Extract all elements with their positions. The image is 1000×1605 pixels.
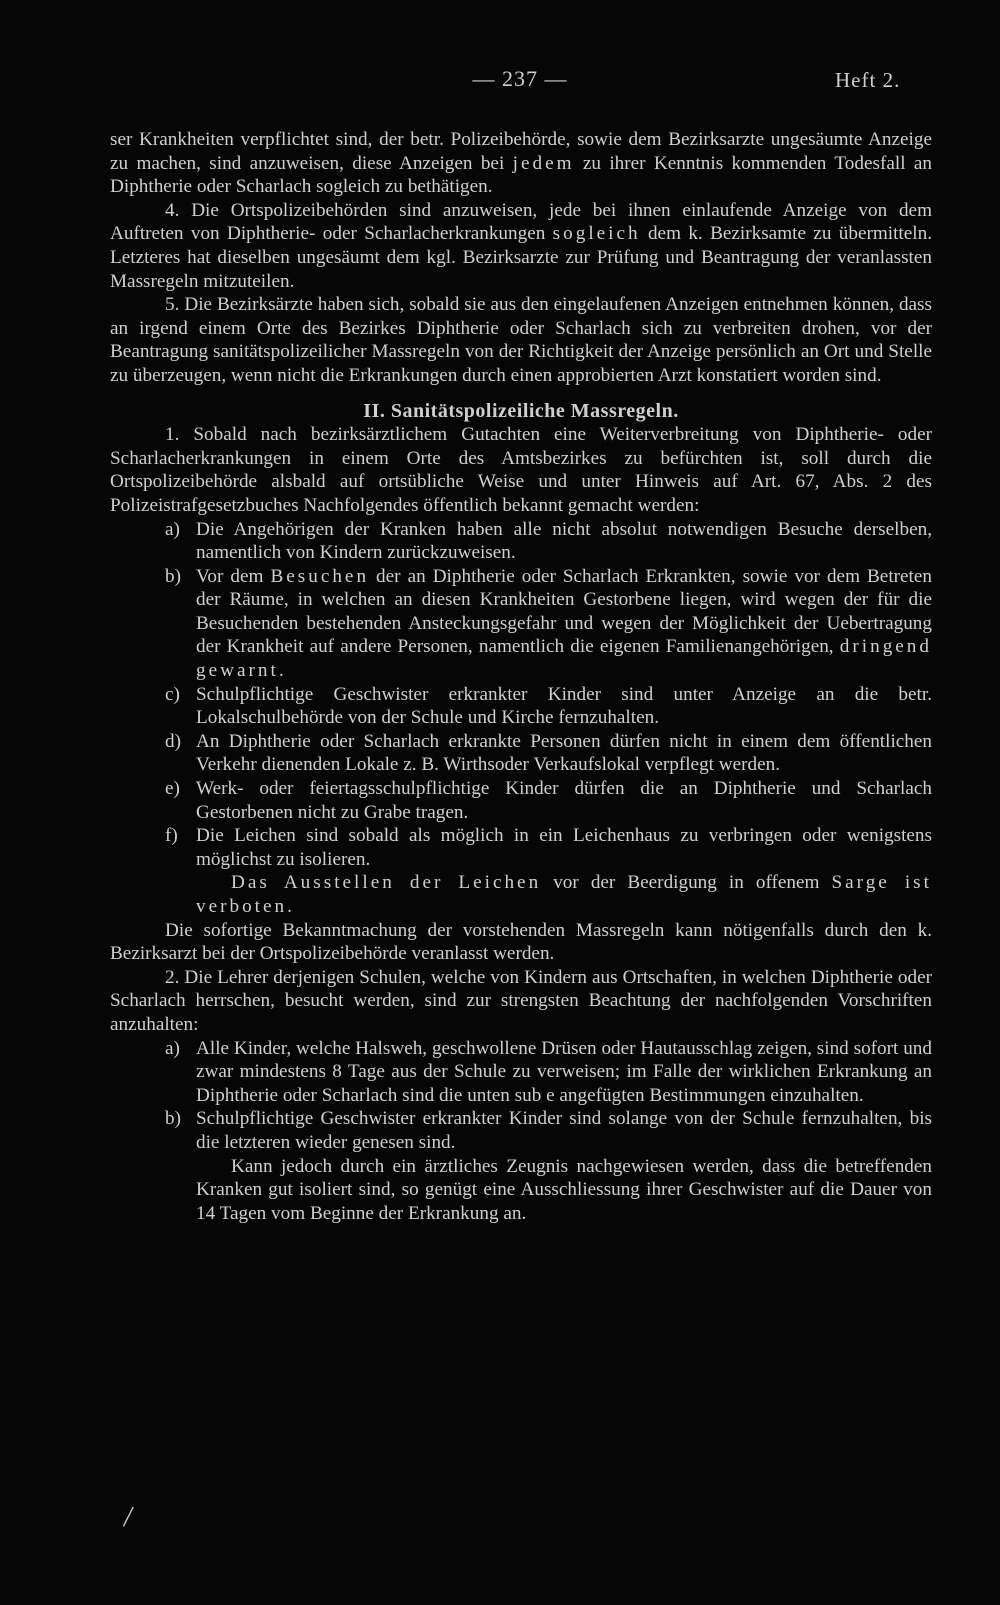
- list-subparagraph: Das Ausstellen der Leichen vor der Beerdigung in offenem Sarge ist verboten.: [196, 872, 932, 917]
- list-item: a) Die Angehörigen der Kranken haben alle nicht absolut notwendigen Besuche derselben, namentlich von Kindern zurückzuweisen.: [165, 518, 932, 564]
- list-item: e) Werk- oder feiertagsschulpflichtige Kinder dürfen die an Diphtherie und Scharlach Gestorbenen nicht zu Grabe tragen.: [165, 778, 932, 823]
- body-text: [110, 128, 932, 1225]
- issue-label: Heft 2.: [835, 68, 901, 92]
- emphasis-text: Besuchen: [270, 565, 370, 587]
- emphasis-text: sogleich: [552, 223, 641, 245]
- emphasis-text: Das Ausstellen der Leichen: [231, 872, 542, 894]
- paragraph-after-list: Die sofortige Bekanntmachung der vorstehenden Massregeln kann nötigenfalls durch den k. Bezirksarzt bei der Ortspolizeibehörde veranlasst werden.: [110, 919, 932, 965]
- paragraph-5: 5. Die Bezirksärzte haben sich, sobald sie aus den eingelaufenen Anzeigen entnehmen können, dass an irgend einem Orte des Bezirkes Diphtherie oder Scharlach sich zu verbreiten drohen, vor der Beantragung sanitätspolizeilicher Massregeln von der Richtigkeit der Anzeige persönlich an Ort und Stelle zu überzeugen, wenn nicht die Erkrankungen durch einen approbierten Arzt konstatiert worden sind.: [110, 294, 932, 386]
- list-subparagraph: Kann jedoch durch ein ärztliches Zeugnis nachgewiesen werden, dass die betreffenden Kranken gut isoliert sind, so genügt eine Ausschliessung ihrer Geschwister auf die Dauer von 14 Tagen vom Beginne der Erkrankung an.: [196, 1155, 932, 1224]
- list-item: c) Schulpflichtige Geschwister erkrankter Kinder sind unter Anzeige an die betr. Lokalschulbehörde von der Schule und Kirche fernzuhalten.: [165, 683, 932, 729]
- list-item: b) Schulpflichtige Geschwister erkrankter Kinder sind solange von der Schule fernzuhalten, bis die letzteren wieder genesen sind.: [165, 1108, 932, 1153]
- margin-mark: /: [124, 1502, 132, 1533]
- emphasis-text: Sarge ist verboten: [196, 872, 932, 917]
- paragraph-4: 4. Die Ortspolizeibehörden sind anzuweisen, jede bei ihnen einlaufende Anzeige von dem Auftreten von Diphtherie- oder Scharlacherkrankungen sogleich dem k. Bezirksamte zu übermitteln. Letzteres hat dieselben ungesäumt dem kgl. Bezirksarzte zur Prüfung und Beantragung der veranlassten Massregeln mitzuteilen.: [110, 199, 933, 292]
- page-header: [0, 66, 1000, 96]
- page-number: — 237 —: [472, 66, 568, 91]
- list-item: d) An Diphtherie oder Scharlach erkrankte Personen dürfen nicht in einem dem öffentlichen Verkehr dienenden Lokale z. B. Wirthsoder Verkaufslokal verpflegt werden.: [165, 730, 932, 776]
- paragraph-continuation: ser Krankheiten verpflichtet sind, der betr. Polizeibehörde, sowie dem Bezirksarzte ungesäumte Anzeige zu machen, sind anzuweisen, diese Anzeigen bei jedem zu ihrer Kenntnis kommenden Todesfall an Diphtherie oder Scharlach sogleich zu bethätigen.: [110, 129, 932, 198]
- list-item: b) Vor dem Besuchen der an Diphtherie oder Scharlach Erkrankten, sowie vor dem Betreten der Räume, in welchen an diesen Krankheiten Gestorbene liegen, wird wegen der für die Besuchenden bestehenden Ansteckungsgefahr und wegen der Möglichkeit der Uebertragung der Krankheit auf andere Personen, namentlich die eigenen Familienangehörigen, dringend gewarnt.: [165, 565, 932, 682]
- emphasis-text: dringend gewarnt: [196, 636, 932, 682]
- list-item: f) Die Leichen sind sobald als möglich in ein Leichenhaus zu verbringen oder wenigstens möglichst zu isolieren.: [165, 825, 932, 870]
- paragraph-ii-2: 2. Die Lehrer derjenigen Schulen, welche von Kindern aus Ortschaften, in welchen Diphtherie oder Scharlach herrschen, besucht werden, sind zur strengsten Beachtung der nachfolgenden Vorschriften anzuhalten:: [110, 966, 932, 1035]
- section-heading: II. Sanitätspolizeiliche Massregeln.: [363, 399, 679, 422]
- emphasis-text: jedem: [512, 152, 575, 174]
- paragraph-ii-1: 1. Sobald nach bezirksärztlichem Gutachten eine Weiterverbreitung von Diphtherie- oder Scharlacherkrankungen in einem Orte des Amtsbezirkes zu befürchten ist, soll durch die Ortspolizeibehörde alsbald auf ortsübliche Weise und unter Hinweis auf Art. 67, Abs. 2 des Polizeistrafgesetzbuches Nachfolgendes öffentlich bekannt gemacht werden:: [110, 424, 932, 516]
- list-item: a) Alle Kinder, welche Halsweh, geschwollene Drüsen oder Hautausschlag zeigen, sind sofort und zwar mindestens 8 Tage aus der Schule zu verweisen; im Falle der wirklichen Erkrankung an Diphtherie oder Scharlach sind die unten sub e angefügten Bestimmungen einzuhalten.: [165, 1037, 932, 1106]
